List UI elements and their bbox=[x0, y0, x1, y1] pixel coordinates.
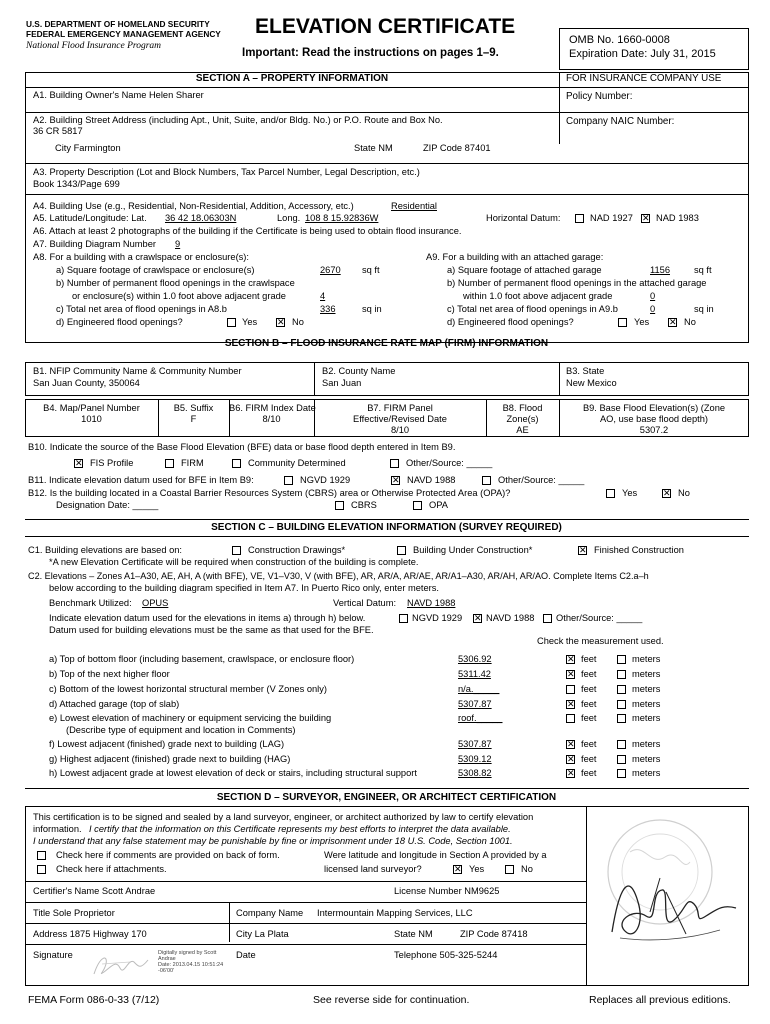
latlong-no-label: No bbox=[521, 864, 533, 874]
meters-checkbox[interactable] bbox=[617, 740, 626, 749]
indicate-datum-label: Indicate elevation datum used for the elevations in items a) through h) below. bbox=[49, 613, 366, 623]
cbrs-label: CBRS bbox=[351, 500, 377, 510]
finished-construction-checkbox[interactable]: ✕ bbox=[579, 545, 587, 555]
feet-checkbox[interactable] bbox=[566, 714, 575, 723]
a2-address-value[interactable]: 36 CR 5817 bbox=[33, 126, 83, 136]
a9c-label: c) Total net area of flood openings in A9.b bbox=[447, 304, 618, 314]
comments-check-label: Check here if comments are provided on back of form. bbox=[56, 850, 280, 860]
c-navd-label: NAVD 1988 bbox=[486, 613, 535, 623]
digital-sign-line-1: Digitally signed by Scott bbox=[158, 950, 217, 956]
elevation-item-label: a) Top of bottom floor (including basement, crawlspace, or enclosure floor) bbox=[49, 654, 355, 664]
attachments-check-label: Check here if attachments. bbox=[56, 864, 167, 874]
elevation-item-value[interactable]: 5307.87 bbox=[458, 739, 492, 749]
elevation-item-label: e) Lowest elevation of machinery or equipment servicing the building bbox=[49, 713, 332, 723]
a8a-unit: sq ft bbox=[362, 265, 380, 275]
certifier-name[interactable]: Certifier's Name Scott Andrae bbox=[33, 886, 156, 896]
b9-value[interactable]: 5307.2 bbox=[639, 425, 669, 435]
b7-label-1: B7. FIRM Panel bbox=[367, 403, 433, 413]
a9c-value[interactable]: 0 bbox=[650, 304, 656, 314]
b9-label-2: AO, use base flood depth) bbox=[599, 414, 709, 424]
a5-longitude[interactable]: 108 8 15.92836W bbox=[305, 213, 379, 223]
elevation-item-value[interactable]: 5311.42 bbox=[458, 669, 491, 679]
feet-checkbox[interactable]: ✕ bbox=[567, 739, 575, 749]
signature-label: Signature bbox=[33, 950, 73, 960]
benchmark-value[interactable]: OPUS bbox=[142, 598, 169, 608]
a9d-no-checkbox[interactable]: ✕ bbox=[669, 317, 677, 327]
feet-label: feet bbox=[581, 669, 597, 679]
elevation-item-label: h) Lowest adjacent grade at lowest elevation of deck or stairs, including structural support bbox=[49, 768, 417, 778]
certifier-city[interactable]: City La Plata bbox=[236, 929, 289, 939]
c-ngvd-label: NGVD 1929 bbox=[412, 613, 463, 623]
a8d-no-checkbox[interactable]: ✕ bbox=[277, 317, 285, 327]
b11-other-label[interactable]: Other/Source: _____ bbox=[498, 475, 585, 485]
feet-checkbox[interactable]: ✕ bbox=[567, 768, 575, 778]
a9b-label-1: b) Number of permanent flood openings in the attached garage bbox=[447, 278, 707, 288]
elevation-item-sublabel: (Describe type of equipment and location in Comments) bbox=[66, 725, 296, 735]
c-navd-checkbox[interactable]: ✕ bbox=[474, 613, 482, 623]
naic-number-field[interactable]: Company NAIC Number: bbox=[566, 116, 675, 127]
b11-ngvd-label: NGVD 1929 bbox=[300, 475, 351, 485]
b12-yes-label: Yes bbox=[622, 488, 638, 498]
elevation-item-value[interactable]: 5306.92 bbox=[458, 654, 492, 664]
a4-building-use-label: A4. Building Use (e.g., Residential, Non-Residential, Addition, Accessory, etc.) bbox=[33, 201, 354, 211]
insurance-use-heading: FOR INSURANCE COMPANY USE bbox=[566, 73, 722, 84]
certifier-state[interactable]: State NM bbox=[394, 929, 433, 939]
firm-label: FIRM bbox=[181, 458, 204, 468]
fis-profile-label: FIS Profile bbox=[90, 458, 134, 468]
a7-diagram-value[interactable]: 9 bbox=[175, 239, 181, 249]
important-note: Important: Read the instructions on pages 1–9. bbox=[242, 47, 499, 59]
under-construction-checkbox[interactable] bbox=[397, 546, 406, 555]
b12-label: B12. Is the building located in a Coastal Barrier Resources System (CBRS) area or Otherwise Protected Area (OPA)? bbox=[28, 488, 511, 498]
elevation-item-label: g) Highest adjacent (finished) grade next to building (HAG) bbox=[49, 754, 291, 764]
policy-number-field[interactable]: Policy Number: bbox=[566, 91, 633, 102]
meters-checkbox[interactable] bbox=[617, 769, 626, 778]
digital-sign-line-4: -06'00' bbox=[158, 968, 175, 974]
a9b-label-2: within 1.0 foot above adjacent grade bbox=[463, 291, 613, 301]
meters-label: meters bbox=[632, 713, 661, 723]
opa-checkbox[interactable] bbox=[413, 501, 422, 510]
a8d-no-label: No bbox=[292, 317, 304, 327]
a8b-value[interactable]: 4 bbox=[320, 291, 326, 301]
c1-label: C1. Building elevations are based on: bbox=[28, 545, 183, 555]
under-construction-label: Building Under Construction* bbox=[413, 545, 533, 555]
comments-checkbox[interactable] bbox=[37, 851, 46, 860]
a8-heading: A8. For a building with a crawlspace or enclosure(s): bbox=[33, 252, 249, 262]
c2-label-1: C2. Elevations – Zones A1–A30, AE, AH, A (with BFE), VE, V1–V30, V (with BFE), AR, AR/A, AR/AE, AR/A1–A30, AR/AH, AR/AO. Complete Items C2.a–h bbox=[28, 571, 649, 581]
b4-label: B4. Map/Panel Number bbox=[43, 403, 140, 413]
b6-label: B6. FIRM Index Date bbox=[229, 403, 316, 413]
feet-label: feet bbox=[581, 768, 597, 778]
certification-text-2a: information. bbox=[33, 824, 82, 834]
a2-city[interactable]: City Farmington bbox=[55, 143, 121, 153]
elevation-item-value[interactable]: 5308.82 bbox=[458, 768, 492, 778]
a9b-value[interactable]: 0 bbox=[650, 291, 656, 301]
a2-state[interactable]: State NM bbox=[354, 143, 393, 153]
feet-label: feet bbox=[581, 739, 597, 749]
b11-navd-checkbox[interactable]: ✕ bbox=[392, 475, 400, 485]
elevation-item-label: b) Top of the next higher floor bbox=[49, 669, 170, 679]
latlong-yes-label: Yes bbox=[469, 864, 485, 874]
b11-other-checkbox[interactable] bbox=[482, 476, 491, 485]
agency-name-line1: U.S. DEPARTMENT OF HOMELAND SECURITY bbox=[26, 19, 210, 29]
replaces-note: Replaces all previous editions. bbox=[589, 994, 731, 1006]
b10-label: B10. Indicate the source of the Base Flood Elevation (BFE) data or base flood depth entered in Item B9. bbox=[28, 442, 456, 452]
community-determined-label: Community Determined bbox=[248, 458, 346, 468]
omb-number: OMB No. 1660-0008 bbox=[569, 34, 670, 46]
meters-label: meters bbox=[632, 669, 661, 679]
a8b-label-1: b) Number of permanent flood openings in the crawlspace bbox=[56, 278, 295, 288]
a7-diagram-label: A7. Building Diagram Number bbox=[33, 239, 156, 249]
feet-checkbox[interactable]: ✕ bbox=[567, 654, 575, 664]
meters-label: meters bbox=[632, 684, 661, 694]
nad1983-checkbox[interactable]: ✕ bbox=[642, 213, 650, 223]
a9c-unit: sq in bbox=[694, 304, 714, 314]
b8-label-1: B8. Flood bbox=[502, 403, 543, 413]
a9d-label: d) Engineered flood openings? bbox=[447, 317, 574, 327]
certification-text-1: This certification is to be signed and sealed by a land surveyor, engineer, or architect authorized by law to certify elevation bbox=[33, 812, 534, 822]
feet-checkbox[interactable]: ✕ bbox=[567, 669, 575, 679]
feet-label: feet bbox=[581, 713, 597, 723]
b5-value[interactable]: F bbox=[190, 414, 197, 424]
firm-checkbox[interactable] bbox=[165, 459, 174, 468]
designation-date[interactable]: Designation Date: _____ bbox=[56, 500, 159, 510]
meters-label: meters bbox=[632, 699, 661, 709]
b12-yes-checkbox[interactable] bbox=[606, 489, 615, 498]
license-number[interactable]: License Number NM9625 bbox=[394, 886, 500, 896]
a5-latlong-label: A5. Latitude/Longitude: Lat. bbox=[33, 213, 147, 223]
c-other-checkbox[interactable] bbox=[543, 614, 552, 623]
certification-text-3: I understand that any false statement may be punishable by fine or imprisonment under 18 U.S. Code, Section 1001. bbox=[33, 836, 513, 846]
page-title: ELEVATION CERTIFICATE bbox=[255, 15, 516, 38]
nad1927-checkbox[interactable] bbox=[575, 214, 584, 223]
feet-label: feet bbox=[581, 654, 597, 664]
meters-checkbox[interactable] bbox=[617, 655, 626, 664]
horizontal-datum-label: Horizontal Datum: bbox=[486, 213, 561, 223]
b7-value[interactable]: 8/10 bbox=[390, 425, 410, 435]
meters-checkbox[interactable] bbox=[617, 755, 626, 764]
construction-drawings-checkbox[interactable] bbox=[232, 546, 241, 555]
datum-note: Datum used for building elevations must be the same as that used for the BFE. bbox=[49, 625, 374, 635]
b2-label: B2. County Name bbox=[322, 366, 396, 376]
certifier-telephone[interactable]: Telephone 505-325-5244 bbox=[394, 950, 498, 960]
vertical-datum-label: Vertical Datum: bbox=[333, 598, 397, 608]
c-other-label[interactable]: Other/Source: _____ bbox=[556, 613, 643, 623]
b5-label: B5. Suffix bbox=[173, 403, 214, 413]
meters-label: meters bbox=[632, 754, 661, 764]
c-ngvd-checkbox[interactable] bbox=[399, 614, 408, 623]
latlong-question-1: Were latitude and longitude in Section A provided by a bbox=[324, 850, 547, 860]
a8d-yes-label: Yes bbox=[242, 317, 258, 327]
section-d-heading: SECTION D – SURVEYOR, ENGINEER, OR ARCHITECT CERTIFICATION bbox=[216, 792, 557, 803]
elevation-item-value[interactable]: 5309.12 bbox=[458, 754, 492, 764]
a5-latitude[interactable]: 36 42 18.06303N bbox=[165, 213, 237, 223]
attachments-checkbox[interactable] bbox=[37, 865, 46, 874]
a9-heading: A9. For a building with an attached garage: bbox=[426, 252, 604, 262]
b8-label-2: Zone(s) bbox=[506, 414, 539, 424]
meters-label: meters bbox=[632, 654, 661, 664]
program-name: National Flood Insurance Program bbox=[26, 41, 162, 51]
feet-checkbox[interactable]: ✕ bbox=[567, 699, 575, 709]
a4-building-use-value[interactable]: Residential bbox=[391, 201, 437, 211]
expiration-date: Expiration Date: July 31, 2015 bbox=[569, 48, 716, 60]
section-c-heading: SECTION C – BUILDING ELEVATION INFORMATION (SURVEY REQUIRED) bbox=[211, 522, 562, 533]
b10-other-label[interactable]: Other/Source: _____ bbox=[406, 458, 493, 468]
digital-signature-scribble bbox=[90, 950, 152, 980]
a8c-label: c) Total net area of flood openings in A8.b bbox=[56, 304, 227, 314]
feet-label: feet bbox=[581, 754, 597, 764]
a9a-unit: sq ft bbox=[694, 265, 712, 275]
b8-value[interactable]: AE bbox=[516, 425, 529, 435]
b7-label-2: Effective/Revised Date bbox=[353, 414, 447, 424]
a8a-label: a) Square footage of crawlspace or enclosure(s) bbox=[56, 265, 255, 275]
check-measurement-note: Check the measurement used. bbox=[537, 636, 664, 646]
certifier-address[interactable]: Address 1875 Highway 170 bbox=[33, 929, 147, 939]
latlong-no-checkbox[interactable] bbox=[505, 865, 514, 874]
feet-label: feet bbox=[581, 699, 597, 709]
c1-note: *A new Elevation Certificate will be required when construction of the building is complete. bbox=[49, 557, 419, 567]
elevation-item-value[interactable]: 5307.87 bbox=[458, 699, 492, 709]
a9d-no-label: No bbox=[684, 317, 696, 327]
b9-label-1: B9. Base Flood Elevation(s) (Zone bbox=[582, 403, 726, 413]
digital-sign-line-2: Andrae bbox=[158, 956, 176, 962]
section-a-heading: SECTION A – PROPERTY INFORMATION bbox=[195, 73, 389, 84]
company-name-label: Company Name bbox=[236, 908, 304, 918]
a9d-yes-checkbox[interactable] bbox=[618, 318, 627, 327]
b3-value[interactable]: New Mexico bbox=[566, 378, 617, 388]
a2-address-label: A2. Building Street Address (including Apt., Unit, Suite, and/or Bldg. No.) or P.O. Route and Box No. bbox=[33, 115, 443, 125]
a3-description-value[interactable]: Book 1343/Page 699 bbox=[33, 179, 120, 189]
a3-description-label: A3. Property Description (Lot and Block Numbers, Tax Parcel Number, Legal Description, etc.) bbox=[33, 167, 420, 177]
b12-no-checkbox[interactable]: ✕ bbox=[663, 488, 671, 498]
certifier-zip[interactable]: ZIP Code 87418 bbox=[460, 929, 528, 939]
b10-other-checkbox[interactable] bbox=[390, 459, 399, 468]
professional-seal-signature bbox=[590, 812, 746, 980]
form-number: FEMA Form 086-0-33 (7/12) bbox=[28, 994, 160, 1006]
a1-owner-name[interactable]: A1. Building Owner's Name Helen Sharer bbox=[33, 90, 204, 100]
vertical-datum-value[interactable]: NAVD 1988 bbox=[407, 598, 456, 608]
a8d-yes-checkbox[interactable] bbox=[227, 318, 236, 327]
a8c-unit: sq in bbox=[362, 304, 382, 314]
meters-checkbox[interactable] bbox=[617, 670, 626, 679]
feet-checkbox[interactable]: ✕ bbox=[567, 754, 575, 764]
b11-navd-label: NAVD 1988 bbox=[407, 475, 456, 485]
meters-checkbox[interactable] bbox=[617, 685, 626, 694]
meters-label: meters bbox=[632, 768, 661, 778]
feet-checkbox[interactable] bbox=[566, 685, 575, 694]
meters-label: meters bbox=[632, 739, 661, 749]
benchmark-label: Benchmark Utilized: bbox=[49, 598, 132, 608]
certifier-title[interactable]: Title Sole Proprietor bbox=[33, 908, 115, 918]
certification-text-2b: I certify that the information on this Certificate represents my best efforts to interpret the data available. bbox=[89, 824, 511, 834]
section-b-heading: SECTION B – FLOOD INSURANCE RATE MAP (FIRM) INFORMATION bbox=[224, 338, 549, 349]
b6-value[interactable]: 8/10 bbox=[262, 414, 281, 424]
opa-label: OPA bbox=[429, 500, 448, 510]
b2-value[interactable]: San Juan bbox=[322, 378, 362, 388]
a6-photos-note: A6. Attach at least 2 photographs of the building if the Certificate is being used to obtain flood insurance. bbox=[33, 226, 462, 236]
a9a-value[interactable]: 1156 bbox=[650, 265, 670, 275]
elevation-item-label: f) Lowest adjacent (finished) grade next to building (LAG) bbox=[49, 739, 285, 749]
a9a-label: a) Square footage of attached garage bbox=[447, 265, 602, 275]
b1-value[interactable]: San Juan County, 350064 bbox=[33, 378, 140, 388]
elevation-item-label: c) Bottom of the lowest horizontal structural member (V Zones only) bbox=[49, 684, 327, 694]
b1-label: B1. NFIP Community Name & Community Number bbox=[33, 366, 242, 376]
agency-name-line2: FEDERAL EMERGENCY MANAGEMENT AGENCY bbox=[26, 29, 221, 39]
a5-long-label: Long. bbox=[277, 213, 301, 223]
b3-label: B3. State bbox=[566, 366, 605, 376]
signature-date-label[interactable]: Date bbox=[236, 950, 256, 960]
continuation-note: See reverse side for continuation. bbox=[313, 994, 470, 1006]
a8d-label: d) Engineered flood openings? bbox=[56, 317, 183, 327]
cbrs-checkbox[interactable] bbox=[335, 501, 344, 510]
elevation-item-label: d) Attached garage (top of slab) bbox=[49, 699, 180, 709]
construction-drawings-label: Construction Drawings* bbox=[248, 545, 346, 555]
a8a-value[interactable]: 2670 bbox=[320, 265, 341, 275]
digital-sign-line-3: Date: 2013.04.15 10:51:24 bbox=[158, 962, 224, 968]
elevation-item-value[interactable]: roof._____ bbox=[458, 713, 503, 723]
nad1927-label: NAD 1927 bbox=[590, 213, 633, 223]
meters-checkbox[interactable] bbox=[617, 700, 626, 709]
b4-value[interactable]: 1010 bbox=[81, 414, 102, 424]
company-name-value[interactable]: Intermountain Mapping Services, LLC bbox=[317, 908, 473, 918]
elevation-item-value[interactable]: n/a._____ bbox=[458, 684, 500, 694]
a8c-value[interactable]: 336 bbox=[320, 304, 336, 314]
community-determined-checkbox[interactable] bbox=[232, 459, 241, 468]
latlong-question-2: licensed land surveyor? bbox=[324, 864, 422, 874]
meters-checkbox[interactable] bbox=[617, 714, 626, 723]
feet-label: feet bbox=[581, 684, 597, 694]
latlong-yes-checkbox[interactable]: ✕ bbox=[454, 864, 462, 874]
b11-ngvd-checkbox[interactable] bbox=[284, 476, 293, 485]
b11-label: B11. Indicate elevation datum used for BFE in Item B9: bbox=[28, 475, 254, 485]
a8b-label-2: or enclosure(s) within 1.0 foot above adjacent grade bbox=[72, 291, 286, 301]
a9d-yes-label: Yes bbox=[634, 317, 650, 327]
nad1983-label: NAD 1983 bbox=[656, 213, 699, 223]
fis-profile-checkbox[interactable]: ✕ bbox=[75, 458, 83, 468]
b12-no-label: No bbox=[678, 488, 690, 498]
finished-construction-label: Finished Construction bbox=[594, 545, 684, 555]
c2-label-2: below according to the building diagram specified in Item A7. In Puerto Rico only, enter meters. bbox=[49, 583, 439, 593]
a2-zip[interactable]: ZIP Code 87401 bbox=[423, 143, 491, 153]
